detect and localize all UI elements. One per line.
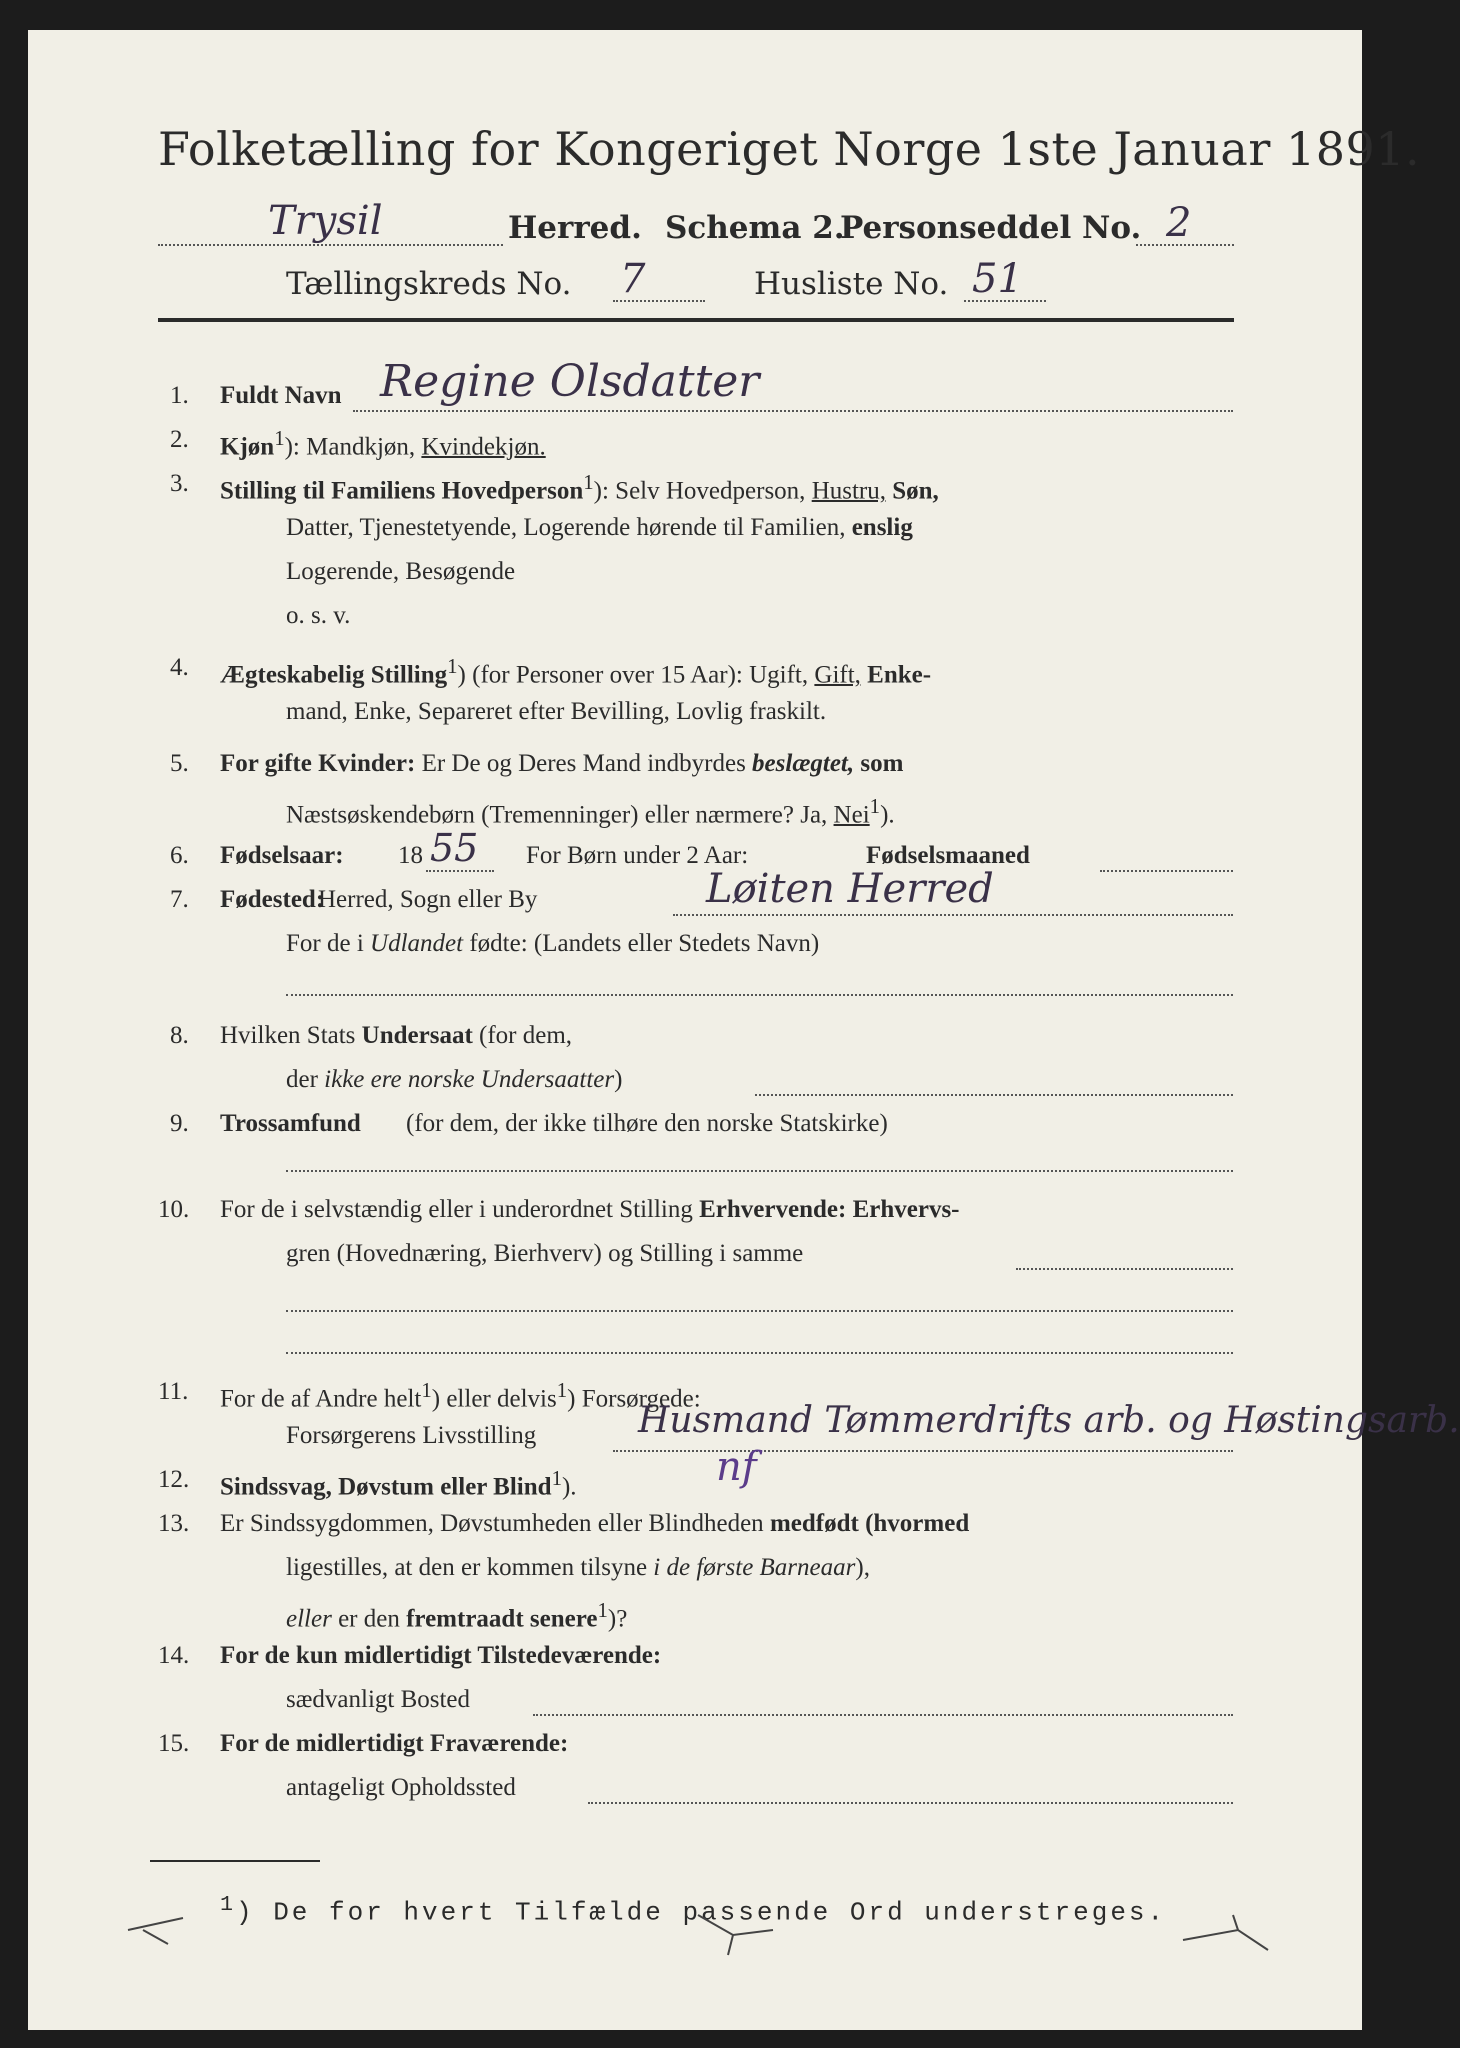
- medfodt-prefix: Er Sindssygdommen, Døvstumheden eller Blindheden: [220, 1510, 764, 1537]
- bosted-label: sædvanligt Bosted: [286, 1686, 471, 1713]
- kreds-value: 7: [620, 256, 646, 302]
- kjon-label: Kjøn: [220, 433, 275, 461]
- item-number: 14.: [158, 1642, 190, 1669]
- header-rule: [158, 318, 1234, 322]
- item-number: 11.: [158, 1378, 189, 1405]
- footnote-mark: 1: [220, 1892, 236, 1917]
- medfodt-barneaar: i de første Barneaar: [653, 1554, 856, 1581]
- stilling-options-3: Logerende, Besøgende: [286, 558, 516, 585]
- gifte-end: ).: [880, 801, 895, 829]
- personseddel-label: Personseddel No.: [840, 210, 1142, 246]
- livsstilling-value: Husmand Tømmerdrifts arb. og Høstingsarb.: [638, 1400, 1460, 1441]
- fodselsmaaned-line: [1100, 870, 1233, 872]
- scratch-mark: [1178, 1910, 1278, 1960]
- item-number: 9.: [170, 1110, 189, 1137]
- stilling-options-2: Datter, Tjenestetyende, Logerende hørende til Familien,: [286, 514, 846, 541]
- medfodt-end-2: ),: [855, 1554, 870, 1581]
- personseddel-value: 2: [1166, 200, 1192, 246]
- item-number: 3.: [170, 470, 189, 497]
- undersaat-end: ): [614, 1066, 623, 1093]
- medfodt-line-2: [286, 1554, 870, 1582]
- erhverv-label: Erhvervende:: [699, 1196, 847, 1223]
- footnote-ref: 1: [551, 1466, 562, 1490]
- undersaat-der: der: [286, 1066, 318, 1093]
- fravaerende-label: For de midlertidigt Fraværende:: [220, 1730, 569, 1757]
- medfodt-label: medfødt (hvormed: [769, 1510, 970, 1537]
- kreds-label: Tællingskreds No.: [286, 266, 572, 302]
- gifte-line-1: [220, 750, 903, 778]
- item-number: 13.: [158, 1510, 190, 1537]
- fodested-value: Løiten Herred: [706, 866, 994, 912]
- sindssvag-label: Sindssvag, Døvstum eller Blind: [220, 1473, 552, 1501]
- trossamfund-fill-line: [286, 1170, 1233, 1172]
- item-number: 4.: [170, 654, 189, 681]
- erhverv-prefix: For de i selvstændig eller i underordnet Stilling: [220, 1196, 693, 1223]
- gifte-question-2: Næstsøskendebørn (Tremenninger) eller nærmere? Ja,: [286, 801, 828, 829]
- undersaat-rest: (for dem,: [479, 1022, 573, 1049]
- stilling-enslig: enslig: [851, 514, 913, 541]
- item-number: 7.: [170, 886, 189, 913]
- sindssvag-line: [220, 1466, 577, 1501]
- undersaat-label: Undersaat: [361, 1022, 473, 1049]
- medfodt-end-3: )?: [607, 1605, 628, 1633]
- medfodt-line-1: [220, 1510, 969, 1538]
- sindssvag-value: nf: [716, 1444, 757, 1490]
- kjon-options: ): Mandkjøn,: [284, 433, 422, 461]
- census-form-page: [28, 30, 1460, 2030]
- medfodt-senere: fremtraadt senere: [406, 1605, 598, 1633]
- footnote-rule: [150, 1860, 320, 1862]
- item-number: 8.: [170, 1022, 189, 1049]
- fodested-prompt: Herred, Sogn eller By: [318, 886, 538, 913]
- erhverv-label-2: Erhvervs-: [852, 1196, 960, 1223]
- livsstilling-label: Forsørgerens Livsstilling: [286, 1422, 537, 1449]
- fodested-label: Fødested:: [220, 886, 325, 913]
- udlandet-word: Udlandet: [370, 930, 464, 957]
- kjon-line: [220, 426, 546, 461]
- stilling-line-2: [286, 514, 913, 542]
- footnote-ref: 1: [447, 654, 458, 678]
- fodselsmaaned-prefix: For Børn under 2 Aar:: [526, 842, 749, 869]
- stilling-options-1: ): Selv Hovedperson,: [593, 477, 812, 505]
- trossamfund-label: Trossamfund: [220, 1110, 361, 1137]
- item-number: 15.: [158, 1730, 190, 1757]
- erhverv-fill-line-2: [286, 1310, 1233, 1312]
- aegteskab-enke: Enke-: [867, 661, 932, 689]
- fodselsmaaned-label: Fødselsmaaned: [866, 842, 1030, 869]
- aegteskab-selected: Gift,: [814, 661, 861, 689]
- erhverv-fill-line-1: [1016, 1268, 1233, 1270]
- forsorgede-line-1: [220, 1378, 701, 1413]
- udlandet-fill-line: [286, 994, 1233, 996]
- aegteskab-line-1: [220, 654, 931, 689]
- herred-value: Trysil: [268, 198, 383, 244]
- opholdssted-label: antageligt Opholdssted: [286, 1774, 516, 1801]
- gifte-beslaegtet: beslægtet,: [752, 750, 855, 777]
- footnote-ref: 1: [556, 1378, 568, 1402]
- form-title: Folketælling for Kongeriget Norge 1ste Januar 1891.: [158, 122, 1421, 176]
- stilling-osv: o. s. v.: [286, 602, 351, 629]
- fodselsaar-prefix: 18: [398, 842, 423, 869]
- opholdssted-line: [588, 1802, 1233, 1804]
- undersaat-prefix: Hvilken Stats: [220, 1022, 356, 1049]
- undersaat-fill-line: [755, 1094, 1233, 1096]
- livsstilling-line: [613, 1450, 1233, 1452]
- herred-label: Herred.: [508, 210, 642, 246]
- aegteskab-options-1: ) (for Personer over 15 Aar): Ugift,: [457, 661, 815, 689]
- kjon-selected: Kvindekjøn.: [421, 433, 546, 461]
- udlandet-line: [286, 930, 819, 958]
- husliste-label: Husliste No.: [754, 266, 949, 302]
- stilling-son: Søn,: [892, 477, 939, 505]
- aegteskab-label: Ægteskabelig Stilling: [220, 661, 448, 689]
- medfodt-er-den: er den: [338, 1605, 400, 1633]
- tilstedevaerende-label: For de kun midlertidigt Tilstedeværende:: [220, 1642, 662, 1669]
- gifte-label: For gifte Kvinder:: [220, 750, 416, 777]
- aegteskab-options-2: mand, Enke, Separeret efter Bevilling, Lovlig fraskilt.: [286, 698, 827, 725]
- fuldt-navn-line: [353, 410, 1233, 412]
- herred-fill-line: [158, 244, 503, 246]
- stilling-selected: Hustru,: [811, 477, 886, 505]
- forsorgede-mid: ) eller delvis: [431, 1385, 557, 1413]
- item-number: 2.: [170, 426, 189, 453]
- undersaat-line-1: [220, 1022, 572, 1050]
- undersaat-line-2: [286, 1066, 622, 1094]
- footnote-ref: 1: [274, 426, 285, 450]
- item-number: 10.: [158, 1196, 190, 1223]
- fodselsaar-value: 55: [430, 826, 479, 870]
- sindssvag-end: ).: [561, 1473, 577, 1501]
- trossamfund-rest: (for dem, der ikke tilhøre den norske Statskirke): [406, 1110, 888, 1137]
- footnote-ref: 1: [869, 794, 881, 818]
- husliste-value: 51: [972, 256, 1023, 302]
- fuldt-navn-label: Fuldt Navn: [220, 382, 342, 409]
- udlandet-prefix: For de i: [286, 930, 364, 957]
- medfodt-line-3: [286, 1598, 627, 1633]
- gifte-selected: Nei: [833, 801, 870, 829]
- gifte-question: Er De og Deres Mand indbyrdes: [421, 750, 746, 777]
- fodselsaar-line: [426, 870, 494, 872]
- medfodt-eller: eller: [286, 1605, 332, 1633]
- stilling-line-1: [220, 470, 939, 505]
- fodselsaar-label: Fødselsaar:: [220, 842, 344, 869]
- erhverv-fill-line-3: [286, 1352, 1233, 1354]
- footnote-ref: 1: [597, 1598, 608, 1622]
- bosted-line: [533, 1714, 1233, 1716]
- medfodt-ligestilles: ligestilles, at den er kommen tilsyne: [286, 1554, 648, 1581]
- erhverv-line-1: [220, 1196, 960, 1224]
- erhverv-line-2: gren (Hovednæring, Bierhverv) og Stilling i samme: [286, 1240, 804, 1267]
- footnote-ref: 1: [583, 470, 594, 494]
- footnote-ref: 1: [421, 1378, 432, 1402]
- item-number: 1.: [170, 382, 189, 409]
- forsorgede-prefix: For de af Andre helt: [220, 1385, 422, 1413]
- fuldt-navn-value: Regine Olsdatter: [380, 356, 760, 407]
- gifte-line-2: [286, 794, 895, 829]
- schema-label: Schema 2.: [665, 210, 845, 246]
- item-number: 12.: [158, 1466, 190, 1493]
- item-number: 5.: [170, 750, 189, 777]
- scratch-mark: [688, 1910, 788, 1960]
- scratch-mark: [123, 1910, 203, 1950]
- fodested-line: [673, 914, 1233, 916]
- udlandet-rest: fødte: (Landets eller Stedets Navn): [469, 930, 820, 957]
- gifte-som: som: [860, 750, 904, 777]
- footnote-text: ) De for hvert Tilfælde passende Ord understreges.: [236, 1897, 1167, 1928]
- undersaat-italic: ikke ere norske Undersaatter: [324, 1066, 615, 1093]
- stilling-label: Stilling til Familiens Hovedperson: [220, 477, 584, 505]
- item-number: 6.: [170, 842, 189, 869]
- forsorgede-end: ) Forsørgede:: [567, 1385, 701, 1413]
